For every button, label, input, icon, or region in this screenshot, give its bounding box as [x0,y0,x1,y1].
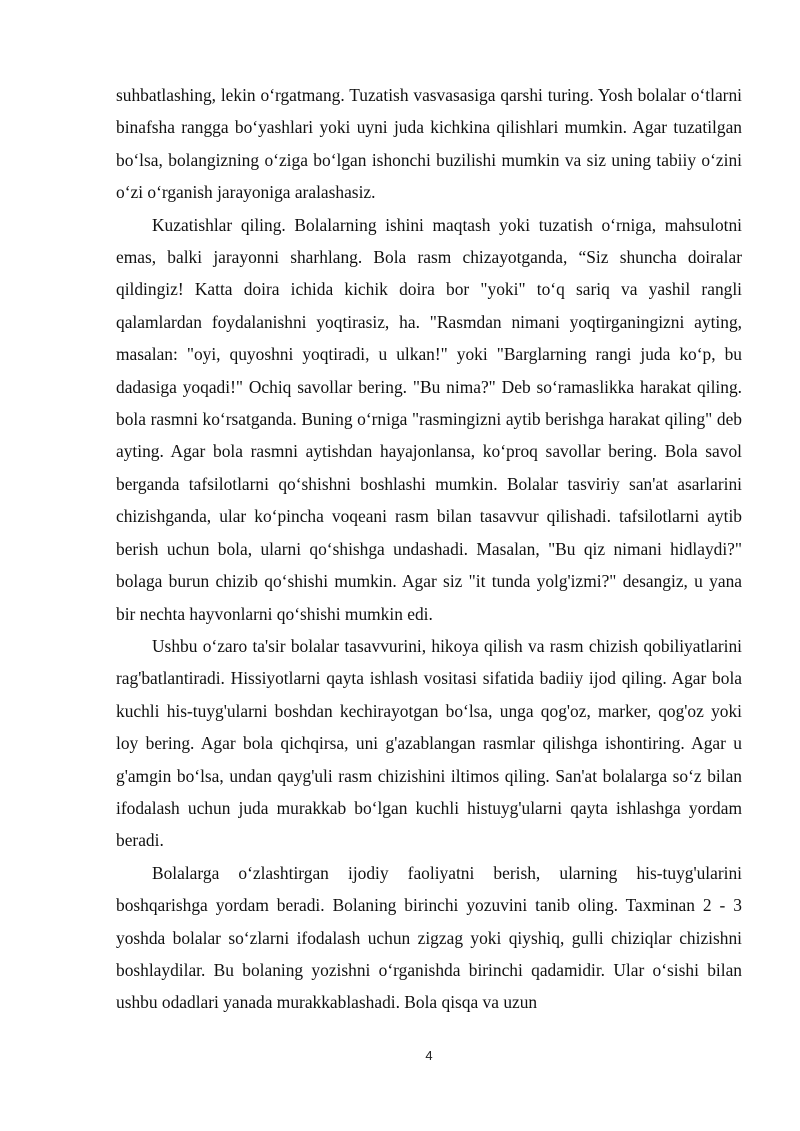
page-number: 4 [425,1048,433,1063]
body-text [116,79,742,1019]
paragraph-interaction: Ushbu o‘zaro ta'sir bolalar tasavvurini, hikoya qilish va rasm chizish qobiliyatlarini rag'batlantiradi. Hissiyotlarni qayta ishlash vositasi sifatida badiiy ijod qiling. Agar bola kuchli his-tuyg'ularni boshdan kechirayotgan bo‘lsa, unga qog'oz, marker, qog'oz yoki loy bering. Agar bola qichqirsa, uni g'azablangan rasmlar qilishga ishontiring. Agar u g'amgin bo‘lsa, undan qayg'uli rasm chizishini iltimos qiling. San'at bolalarga so‘z bilan ifodalash uchun juda murakkab bo‘lgan kuchli histuyg'ularni qayta ishlashga yordam beradi. [116,635,742,851]
paragraph-continuation: suhbatlashing, lekin o‘rgatmang. Tuzatish vasvasasiga qarshi turing. Yosh bolalar o‘tlarni binafsha rangga bo‘yashlari yoki uyni juda kichkina qilishlari mumkin. Agar tuzatilgan bo‘lsa, bolangizning o‘ziga bo‘lgan ishonchi buzilishi mumkin va siz uning tabiiy o‘zini o‘zi o‘rganish jarayoniga aralashasiz. [116,85,742,203]
paragraph-observations: Kuzatishlar qiling. Bolalarning ishini maqtash yoki tuzatish o‘rniga, mahsulotni emas, balki jarayonni sharhlang. Bola rasm chizayotganda, “Siz shuncha doiralar qildingiz! Katta doira ichida kichik doira bor "yoki" to‘q sariq va yashil rangli qalamlardan foydalanishni yoqtirasiz, ha. "Rasmdan nimani yoqtirganingizni ayting, masalan: "oyi, quyoshni yoqtiradi, u ulkan!" yoki "Barglarning rangi juda ko‘p, bu dadasiga yoqadi!" Ochiq savollar bering. "Bu nima?" Deb so‘ramaslikka harakat qiling. bola rasmni ko‘rsatganda. Buning o‘rniga "rasmingizni aytib berishga harakat qiling" deb ayting. Agar bola rasmni aytishdan hayajonlansa, ko‘proq savollar bering. Bola savol berganda tafsilotlarni qo‘shishni boshlashi mumkin. Bolalar tasviriy san'at asarlarini chizishganda, ular ko‘pincha voqeani rasm bilan tasavvur qilishadi. tafsilotlarni aytib berish uchun bola, ularni qo‘shishga undashadi. Masalan, "Bu qiz nimani hidlaydi?" bolaga burun chizib qo‘shishi mumkin. Agar siz "it tunda yolg'izmi?" desangiz, u yana bir nechta hayvonlarni qo‘shishi mumkin edi. [116,214,742,624]
paragraph-creative-activity: Bolalarga o‘zlashtirgan ijodiy faoliyatni berish, ularning his-tuyg'ularini boshqarishga yordam beradi. Bolaning birinchi yozuvini tanib oling. Taxminan 2 - 3 yoshda bolalar so‘zlarni ifodalash uchun zigzag yoki qiyshiq, gulli chiziqlar chizishni boshlaydilar. Bu bolaning yozishni o‘rganishda birinchi qadamidir. Ular o‘sishi bilan ushbu odadlari yanada murakkablashadi. Bola qisqa va uzun [116,862,742,1013]
